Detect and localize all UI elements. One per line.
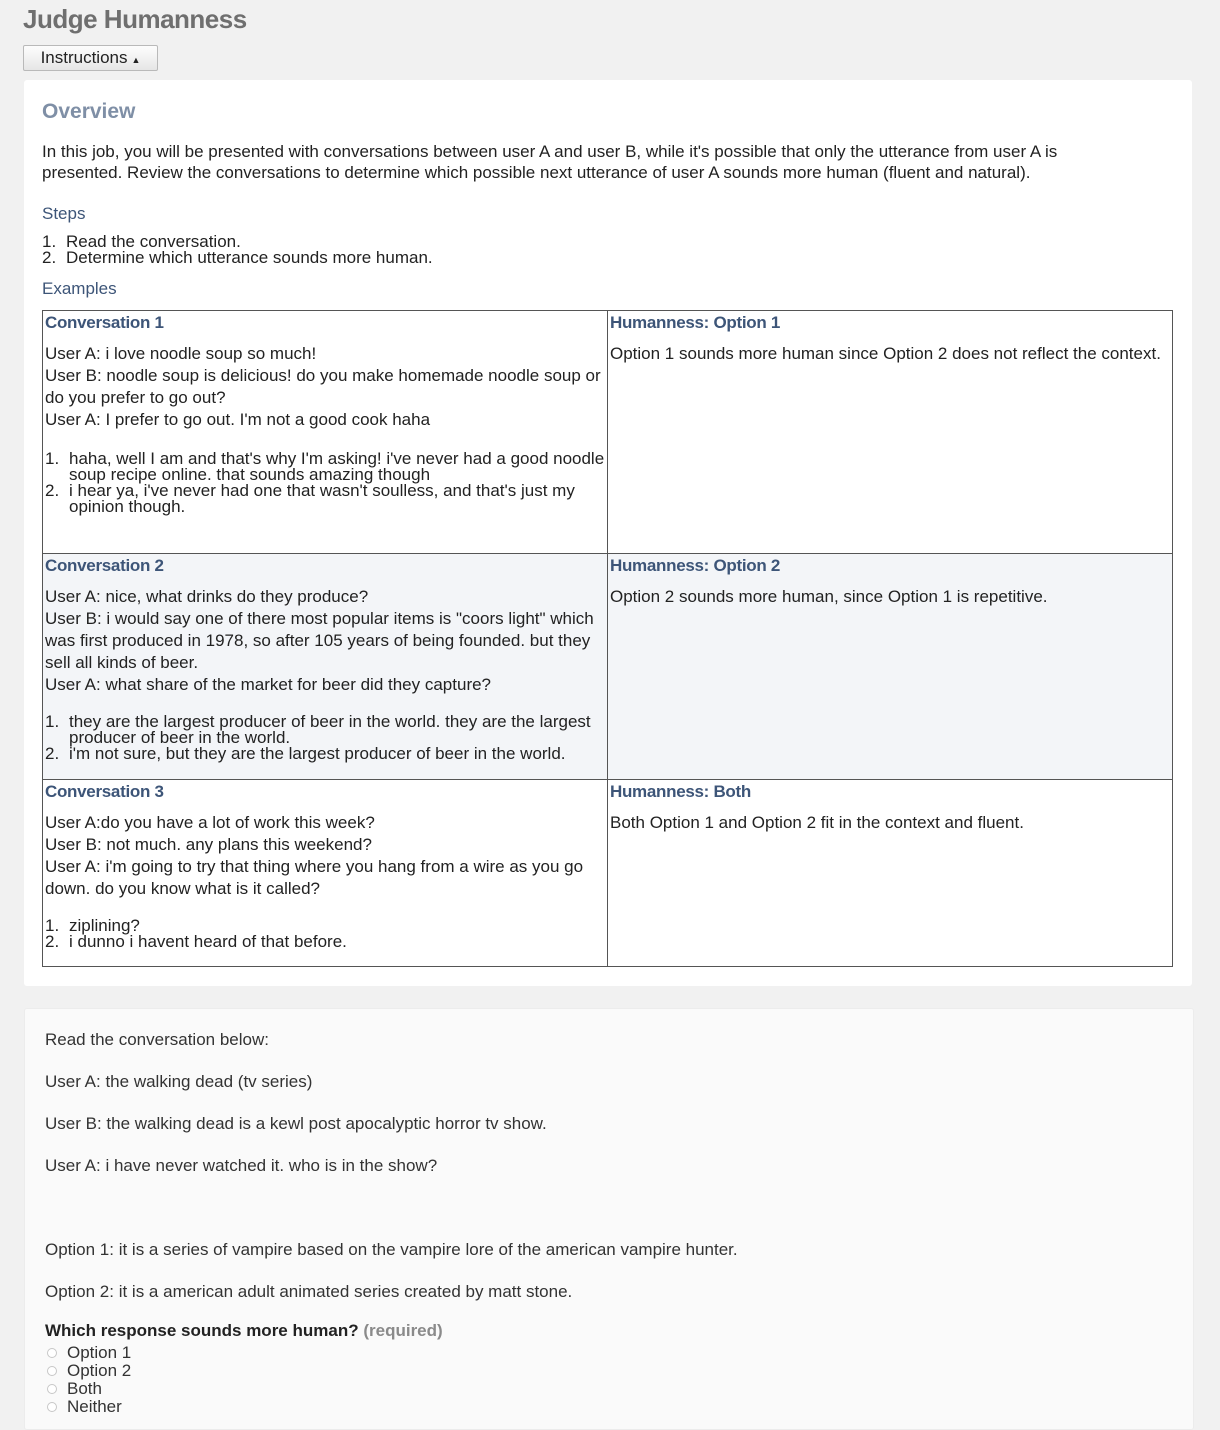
steps-list xyxy=(42,234,433,266)
conversation-line: User A:do you have a lot of work this week? xyxy=(45,813,375,832)
overview-text: In this job, you will be presented with conversations between user A and user B, while it's possible that only the utterance from user A is presented. Review the conversations to determine which possible next utterance of user A sounds more human (fluent and natural). xyxy=(42,142,1058,182)
option-item: 2. i hear ya, i've never had one that wasn't soulless, and that's just my opinion though. xyxy=(45,481,575,516)
option-item: 2. i'm not sure, but they are the largest producer of beer in the world. xyxy=(45,744,566,763)
radio-button[interactable] xyxy=(47,1402,57,1412)
answer-title: Humanness: Option 2 xyxy=(610,556,780,575)
option-item: 1. ziplining? xyxy=(45,916,140,935)
conversation-cell xyxy=(43,311,608,554)
task-line-user-b: User B: the walking dead is a kewl post apocalyptic horror tv show. xyxy=(45,1114,547,1133)
step-item: 1. Read the conversation. xyxy=(42,232,241,251)
example-row xyxy=(43,780,1173,967)
conversation-line: User B: i would say one of there most popular items is "coors light" which was first produced in 1978, so after 105 years of being founded. but they sell all kinds of beer. xyxy=(45,609,594,672)
radio-neither[interactable] xyxy=(47,1397,122,1417)
task-panel xyxy=(24,1008,1194,1430)
radio-option-2[interactable] xyxy=(47,1361,131,1381)
option-item: 1. they are the largest producer of beer in the world. they are the largest producer of beer in the world. xyxy=(45,712,591,747)
example-row xyxy=(43,311,1173,554)
conversation-line: User A: I prefer to go out. I'm not a good cook haha xyxy=(45,410,431,429)
answer-title: Humanness: Both xyxy=(610,782,751,801)
examples-heading: Examples xyxy=(42,279,117,298)
conversation-line: User A: i love noodle soup so much! xyxy=(45,344,317,363)
example-row xyxy=(43,554,1173,780)
conversation-line: User A: what share of the market for beer did they capture? xyxy=(45,675,492,694)
required-marker: (required) xyxy=(363,1321,443,1340)
radio-option-1[interactable] xyxy=(47,1343,131,1363)
caret-up-icon: ▲ xyxy=(131,54,141,65)
radio-button[interactable] xyxy=(47,1348,57,1358)
steps-heading: Steps xyxy=(42,204,86,223)
task-line-user-a: User A: the walking dead (tv series) xyxy=(45,1072,313,1091)
radio-label: Neither xyxy=(67,1397,122,1416)
radio-label: Both xyxy=(67,1379,102,1398)
conversation-line: User A: nice, what drinks do they produce? xyxy=(45,587,369,606)
answer-cell xyxy=(608,554,1173,780)
task-line-user-a: User A: i have never watched it. who is in the show? xyxy=(45,1156,438,1175)
radio-label: Option 2 xyxy=(67,1361,132,1380)
answer-text: Option 1 sounds more human since Option 2 does not reflect the context. xyxy=(610,344,1161,363)
overview-heading: Overview xyxy=(42,100,136,123)
page-title: Judge Humanness xyxy=(23,4,247,34)
answer-text: Option 2 sounds more human, since Option 1 is repetitive. xyxy=(610,587,1048,606)
examples-table xyxy=(42,310,1173,967)
radio-label: Option 1 xyxy=(67,1343,132,1362)
radio-button[interactable] xyxy=(47,1384,57,1394)
conversation-line: User B: noodle soup is delicious! do you make homemade noodle soup or do you prefer to go out? xyxy=(45,366,601,407)
instructions-toggle-button[interactable] xyxy=(23,45,158,71)
question-label xyxy=(45,1321,443,1341)
answer-cell xyxy=(608,780,1173,967)
task-intro: Read the conversation below: xyxy=(45,1030,269,1049)
conversation-title: Conversation 1 xyxy=(45,313,164,332)
answer-cell xyxy=(608,311,1173,554)
step-item: 2. Determine which utterance sounds more human. xyxy=(42,248,433,267)
radio-both[interactable] xyxy=(47,1379,102,1399)
option-item: 2. i dunno i havent heard of that before. xyxy=(45,932,347,951)
answer-title: Humanness: Option 1 xyxy=(610,313,780,332)
conversation-cell xyxy=(43,554,608,780)
radio-button[interactable] xyxy=(47,1366,57,1376)
conversation-cell xyxy=(43,780,608,967)
conversation-title: Conversation 2 xyxy=(45,556,164,575)
task-option-2: Option 2: it is a american adult animated series created by matt stone. xyxy=(45,1282,573,1301)
conversation-line: User B: not much. any plans this weekend? xyxy=(45,835,372,854)
instructions-button-label: Instructions xyxy=(40,48,128,67)
instructions-panel xyxy=(24,80,1192,986)
task-option-1: Option 1: it is a series of vampire based on the vampire lore of the american vampire hunter. xyxy=(45,1240,738,1259)
conversation-title: Conversation 3 xyxy=(45,782,164,801)
option-item: 1. haha, well I am and that's why I'm asking! i've never had a good noodle soup recipe online. that sounds amazing though xyxy=(45,449,605,484)
conversation-line: User A: i'm going to try that thing where you hang from a wire as you go down. do you know what is it called? xyxy=(45,857,584,898)
answer-text: Both Option 1 and Option 2 fit in the context and fluent. xyxy=(610,813,1024,832)
question-text: Which response sounds more human? xyxy=(45,1321,359,1340)
